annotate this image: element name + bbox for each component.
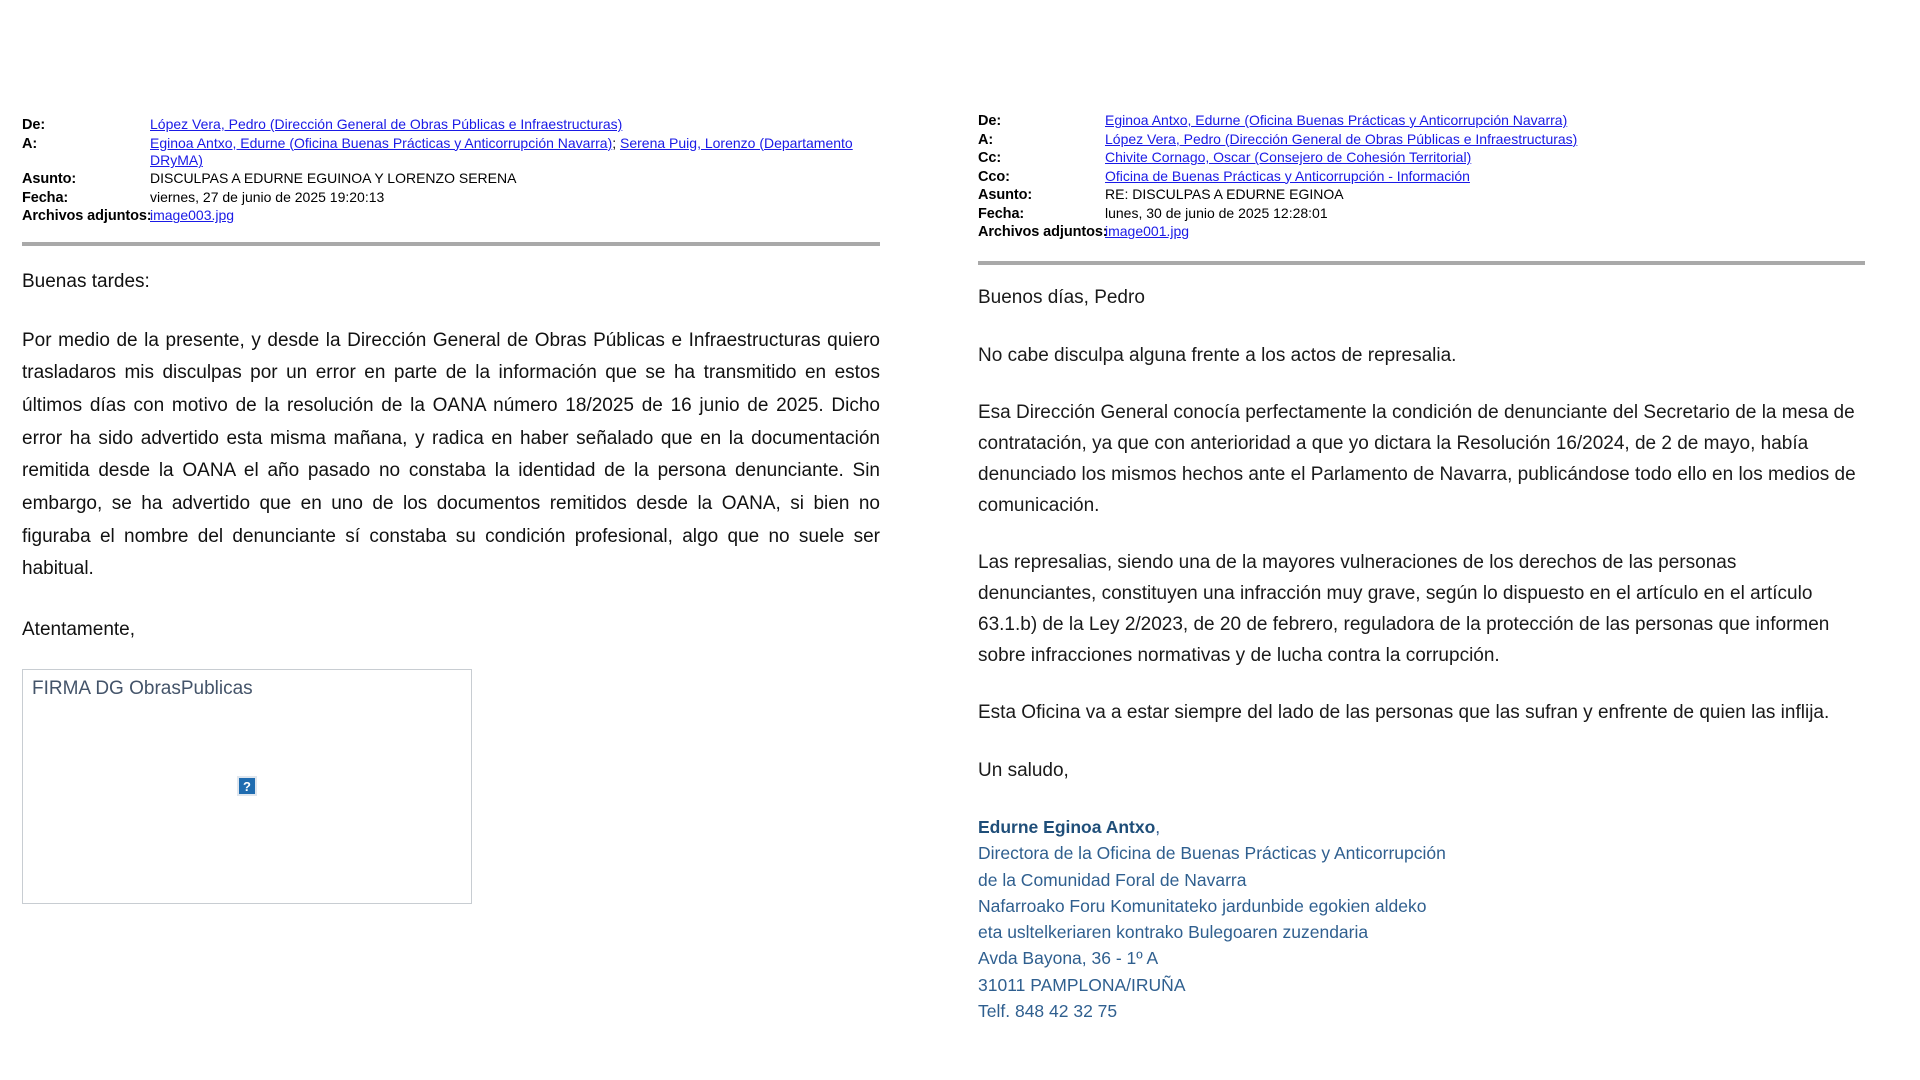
- header-label-subject: Asunto:: [22, 171, 77, 188]
- attachment-link[interactable]: image003.jpg: [150, 207, 235, 224]
- signature-line-2: de la Comunidad Foral de Navarra: [978, 869, 1247, 890]
- right-email-header: [978, 0, 1870, 242]
- from-recipient-link[interactable]: López Vera, Pedro (Dirección General de Obras Públicas e Infraestructuras): [150, 116, 623, 132]
- right-body-closing: Un saludo,: [978, 760, 1069, 782]
- email-signature-block: [978, 814, 1870, 1024]
- header-value-cc: [1105, 149, 1471, 167]
- header-label-from: De:: [22, 117, 46, 133]
- signature-line-4: eta usltelkeriaren kontrako Bulegoaren zuzendaria: [978, 922, 1369, 943]
- right-body-paragraph-2: Esa Dirección General conocía perfectamente la condición de denunciante del Secretario de la mesa de contratación, ya que con anterioridad a que yo dictara la Resolución 16/2024, de 2 de mayo, había denunciado los mismos hechos ante el Parlamento de Navarra, publicándose todo ello en los medios de comunicación.: [978, 402, 1856, 516]
- header-label-subject: Asunto:: [978, 187, 1033, 204]
- header-value-from: [1105, 112, 1567, 130]
- header-row-to: [22, 135, 895, 171]
- header-value-subject: DISCULPAS A EDURNE EGUINOA Y LORENZO SERENA: [150, 170, 517, 187]
- header-value-attachments: [150, 207, 234, 225]
- header-row-to: [978, 131, 1870, 150]
- signature-address-city: 31011 PAMPLONA/IRUÑA: [978, 974, 1186, 995]
- left-email-body: [22, 266, 895, 647]
- right-email-pane: [955, 0, 1920, 1080]
- recipient-separator: ;: [612, 134, 621, 151]
- header-value-from: [150, 116, 622, 134]
- header-row-from: [978, 112, 1870, 131]
- right-body-greeting: Buenos días, Pedro: [978, 286, 1145, 308]
- header-row-bcc: [978, 168, 1870, 187]
- bcc-recipient-link[interactable]: Oficina de Buenas Prácticas y Anticorrupción - Información: [1105, 167, 1470, 184]
- broken-image-icon: [237, 776, 257, 796]
- left-header-divider: [22, 242, 880, 246]
- header-value-attachments: [1105, 223, 1189, 241]
- header-row-attachments: [22, 207, 895, 226]
- signature-name-suffix: ,: [1155, 817, 1161, 838]
- signature-line-1: Directora de la Oficina de Buenas Prácticas y Anticorrupción: [978, 843, 1446, 864]
- attachment-placeholder-caption: FIRMA DG ObrasPublicas: [32, 677, 253, 699]
- header-row-attachments: [978, 223, 1870, 242]
- header-value-to: [150, 135, 895, 171]
- right-body-paragraph-4: Esta Oficina va a estar siempre del lado de las personas que las sufran y enfrente de quien las inflija.: [978, 702, 1830, 724]
- header-label-attachments: Archivos adjuntos:: [978, 224, 1108, 241]
- right-body-paragraph-1: No cabe disculpa alguna frente a los actos de represalia.: [978, 344, 1457, 366]
- header-label-from: De:: [978, 113, 1002, 129]
- left-body-closing: Atentamente,: [22, 619, 136, 641]
- signature-address-street: Avda Bayona, 36 - 1º A: [978, 948, 1159, 969]
- header-label-cc: Cc:: [978, 150, 1002, 167]
- header-row-date: [22, 189, 895, 208]
- header-row-subject: [22, 170, 895, 189]
- to-recipient-link-1[interactable]: Eginoa Antxo, Edurne (Oficina Buenas Prácticas y Anticorrupción Navarra): [150, 134, 613, 151]
- header-value-subject: RE: DISCULPAS A EDURNE EGINOA: [1105, 186, 1344, 203]
- from-recipient-link[interactable]: Eginoa Antxo, Edurne (Oficina Buenas Prácticas y Anticorrupción Navarra): [1105, 112, 1568, 128]
- signature-name: Edurne Eginoa Antxo: [978, 817, 1156, 838]
- to-recipient-link[interactable]: López Vera, Pedro (Dirección General de Obras Públicas e Infraestructuras): [1105, 130, 1578, 147]
- to-recipient-link-2[interactable]: Serena Puig, Lorenzo (Departamento DRyMA): [150, 134, 853, 169]
- header-label-date: Fecha:: [978, 205, 1025, 222]
- attachment-link[interactable]: image001.jpg: [1105, 223, 1190, 240]
- right-email-body: [978, 283, 1870, 787]
- signature-line-3: Nafarroako Foru Komunitateko jardunbide egokien aldeko: [978, 895, 1427, 916]
- left-body-paragraph-1: Por medio de la presente, y desde la Dirección General de Obras Públicas e Infraestructuras quiero trasladaros mis disculpas por un error en parte de la información que se ha transmitido en estos últimos días con motivo de la resolución de la OANA número 18/2025 de 16 junio de 2025. Dicho error ha sido advertido esta misma mañana, y radica en haber señalado que en la documentación remitida desde la OANA el año pasado no constaba la identidad de la persona denunciante. Sin embargo, se ha advertido que en uno de los documentos remitidos desde la OANA, si bien no figuraba el nombre del denunciante sí constaba su condición profesional, algo que no suele ser habitual.: [22, 329, 880, 580]
- header-label-to: A:: [978, 131, 994, 148]
- header-value-bcc: [1105, 168, 1470, 186]
- header-row-subject: [978, 186, 1870, 205]
- left-email-header: [22, 0, 895, 226]
- header-row-from: [22, 116, 895, 135]
- header-value-date: viernes, 27 de junio de 2025 19:20:13: [150, 188, 385, 205]
- header-label-date: Fecha:: [22, 189, 69, 206]
- right-body-paragraph-3: Las represalias, siendo una de la mayores vulneraciones de los derechos de las personas denunciantes, constituyen una infracción muy grave, según lo dispuesto en el artículo en el artículo 63.1.b) de la Ley 2/2023, de 20 de febrero, reguladora de la protección de las personas que informen sobre infracciones normativas y de lucha contra la corrupción.: [978, 552, 1830, 666]
- signature-phone: Telf. 848 42 32 75: [978, 1000, 1118, 1021]
- header-row-date: [978, 205, 1870, 224]
- attachment-image-placeholder[interactable]: [22, 669, 472, 904]
- cc-recipient-link[interactable]: Chivite Cornago, Oscar (Consejero de Cohesión Territorial): [1105, 149, 1472, 166]
- header-value-to: [1105, 131, 1577, 149]
- header-label-attachments: Archivos adjuntos:: [22, 208, 152, 225]
- right-header-divider: [978, 261, 1865, 265]
- left-body-greeting: Buenas tardes:: [22, 271, 150, 292]
- header-label-to: A:: [22, 135, 38, 152]
- broken-image-glyph: ?: [243, 778, 251, 794]
- left-email-pane: [0, 0, 955, 1080]
- signature-name-row: [978, 814, 1870, 840]
- header-label-bcc: Cco:: [978, 168, 1010, 185]
- header-value-date: lunes, 30 de junio de 2025 12:28:01: [1105, 204, 1328, 221]
- header-row-cc: [978, 149, 1870, 168]
